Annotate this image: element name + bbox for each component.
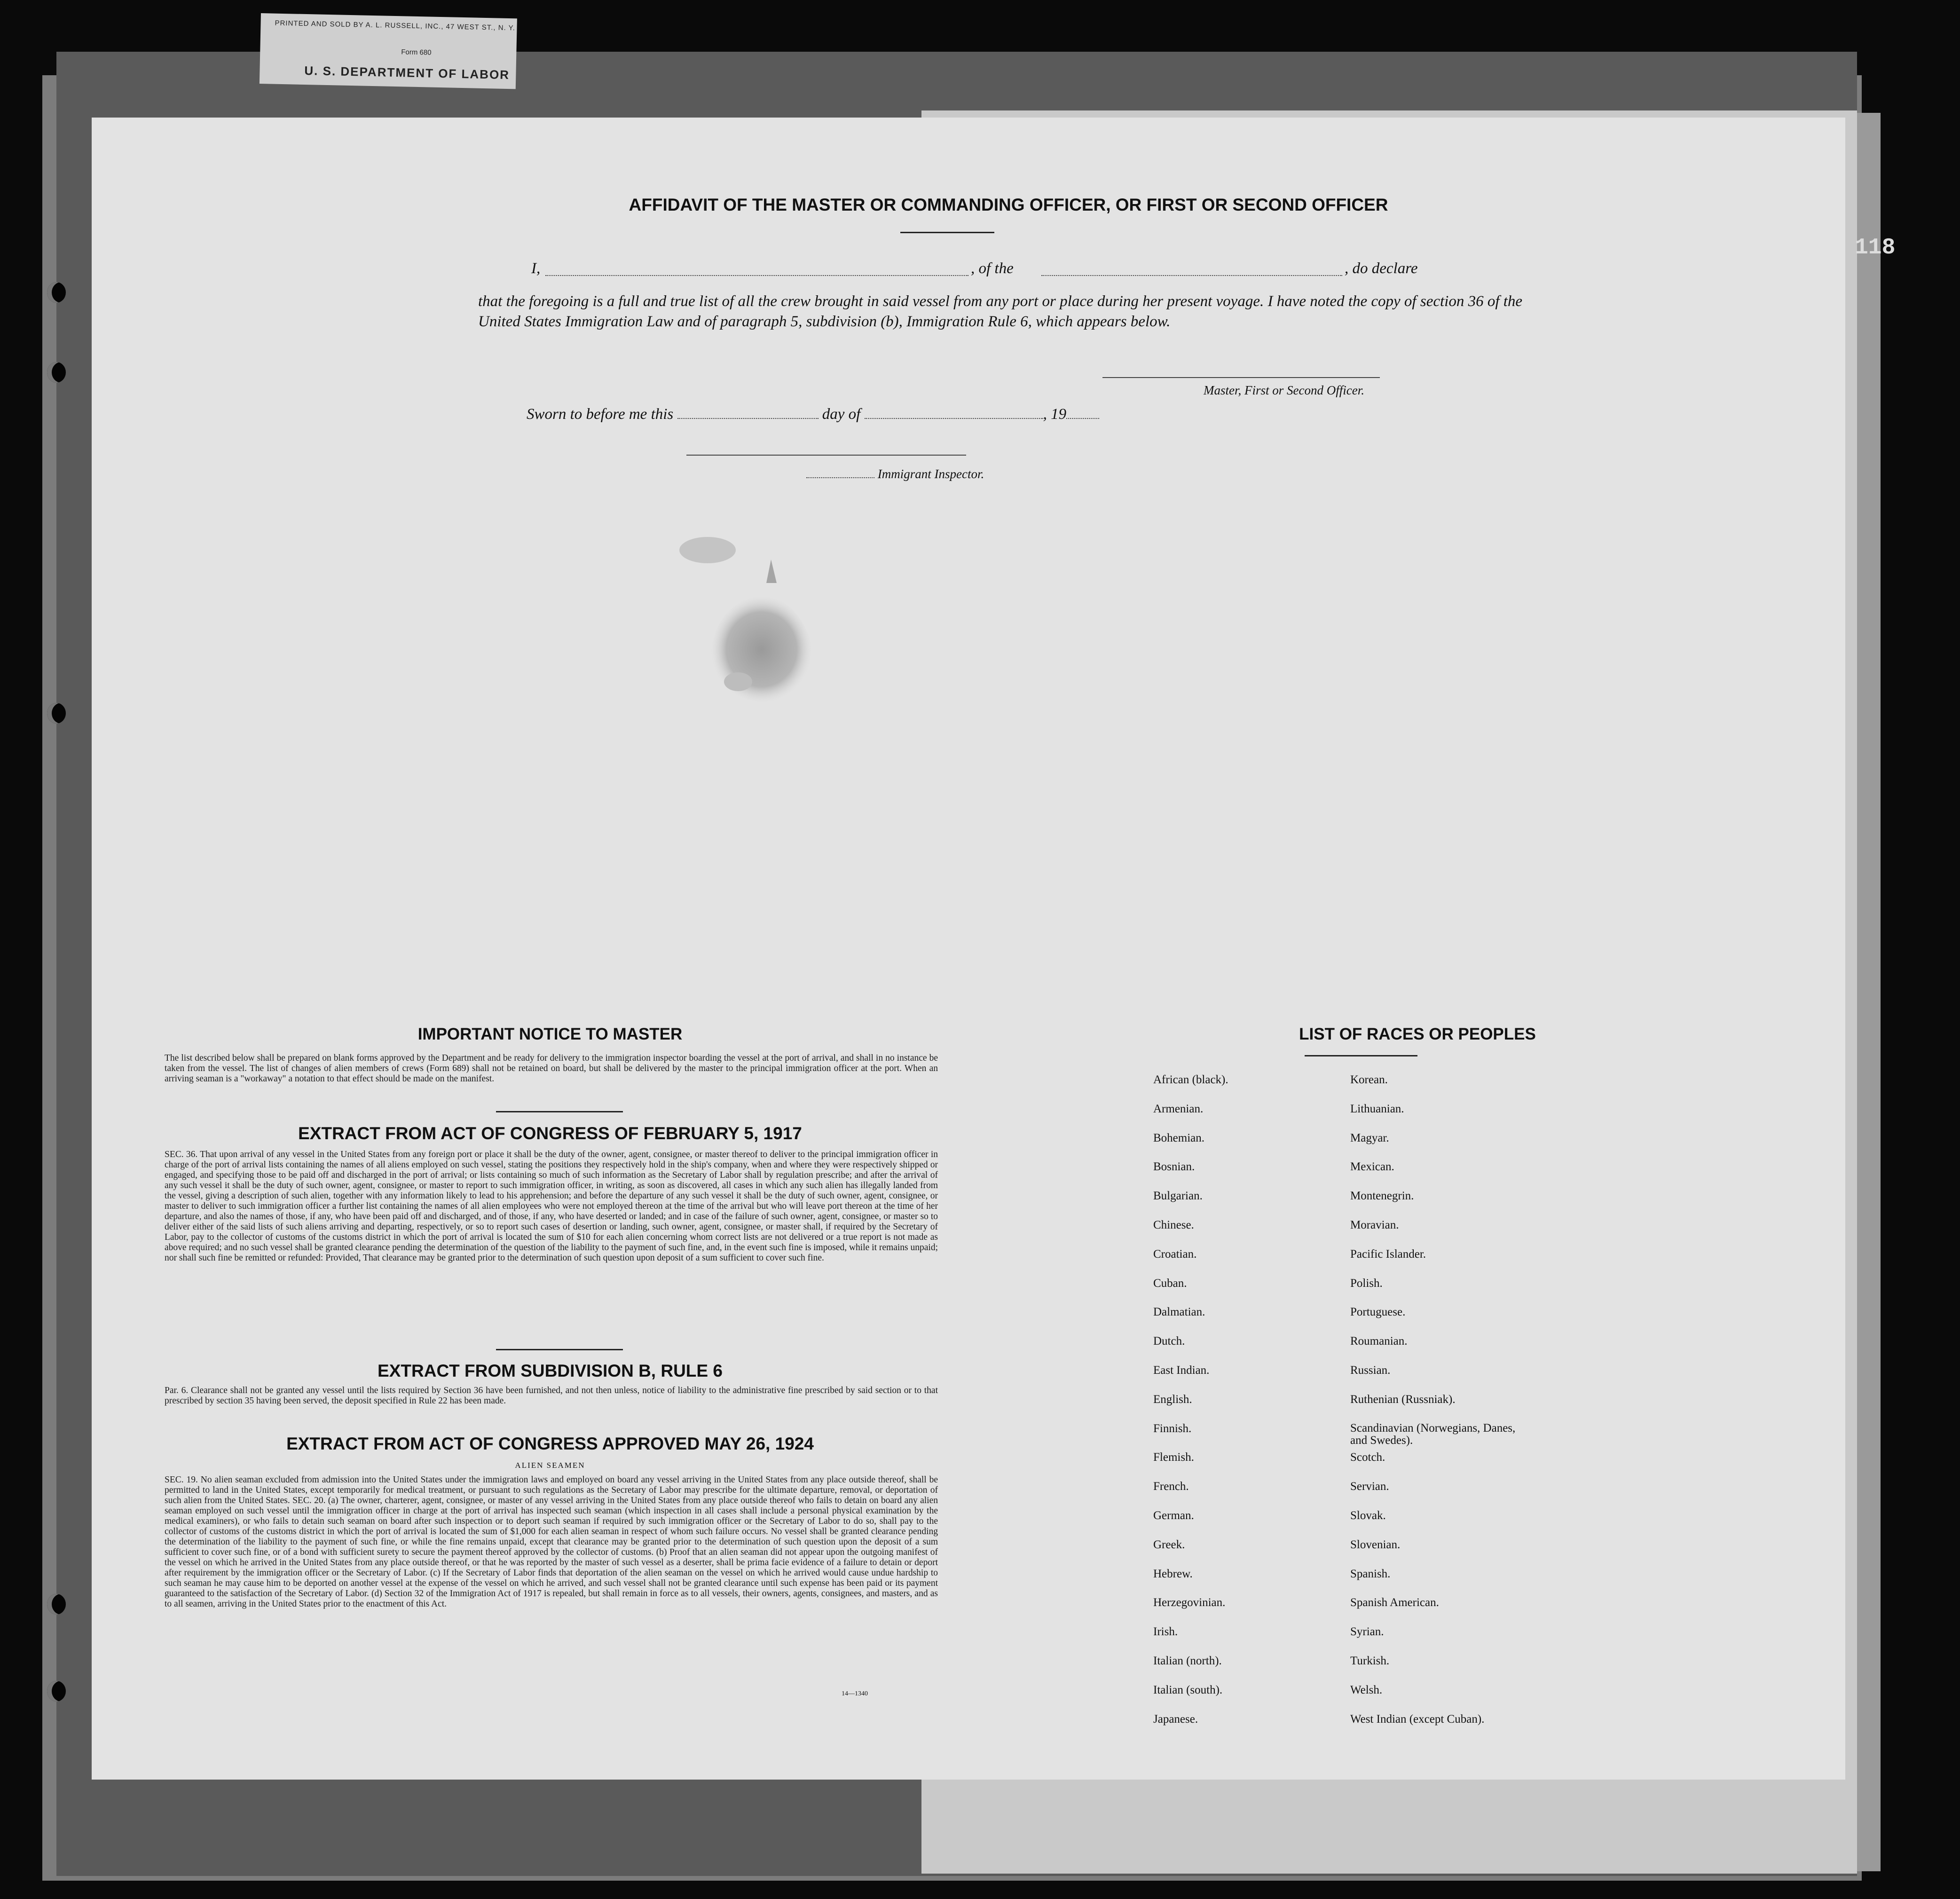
declaration-middle: , of the — [971, 260, 1014, 277]
race-item: Croatian. — [1153, 1247, 1197, 1261]
sworn-row — [527, 406, 1099, 423]
race-item: Finnish. — [1153, 1422, 1192, 1435]
declaration-prefix: I, — [531, 260, 541, 277]
divider — [1305, 1055, 1417, 1056]
extract-1924-heading: EXTRACT FROM ACT OF CONGRESS APPROVED MAY 26, 1924 — [286, 1434, 814, 1453]
race-item: Welsh. — [1350, 1683, 1383, 1696]
notice-text: The list described below shall be prepared on blank forms approved by the Department and be ready for delivery to the immigration inspector boarding the vessel at the port of arrival, and shall in no instance be taken from the vessel. The list of changes of alien members of crews (Form 689) shall not be retained on board, but shall be delivered by the master to the principal immigration officer at the port. When an arriving seaman is a "workaway" a notation to that effect should be made on the manifest. — [165, 1053, 938, 1084]
inspector-row — [806, 467, 984, 481]
notice-heading: IMPORTANT NOTICE TO MASTER — [417, 1025, 683, 1043]
race-item: Slovak. — [1350, 1509, 1386, 1522]
declaration-body: that the foregoing is a full and true list of all the crew brought in said vessel from any port or place during her present voyage. I have noted the copy of section 36 of the United States Immigration Law and of paragraph 5, subdivision (b), Immigration Rule 6, which appears below. — [478, 293, 1523, 330]
punch-hole — [47, 1681, 66, 1702]
race-item: Scandinavian (Norwegians, Danes, and Swedes). — [1350, 1421, 1516, 1447]
race-item: Bulgarian. — [1153, 1190, 1203, 1203]
sworn-month-blank — [865, 418, 1043, 419]
race-item: Italian (north). — [1153, 1655, 1222, 1667]
affidavit-form-page — [92, 118, 1845, 1780]
extract-rule6-heading: EXTRACT FROM SUBDIVISION B, RULE 6 — [378, 1361, 723, 1380]
race-item: Slovenian. — [1350, 1538, 1401, 1551]
race-item: Irish. — [1153, 1625, 1178, 1639]
punch-hole — [47, 362, 66, 383]
form-label: Form 680 — [401, 48, 432, 57]
name-blank — [545, 266, 968, 276]
race-item: Herzegovinian. — [1153, 1596, 1226, 1609]
inspector-signature-line — [686, 455, 966, 456]
race-item: Syrian. — [1350, 1625, 1384, 1639]
punch-hole — [47, 1594, 66, 1615]
race-item: Mexican. — [1350, 1160, 1394, 1174]
page-number: 118 — [1855, 235, 1896, 260]
form-number: 14—1340 — [842, 1690, 868, 1697]
race-item: Portuguese. — [1350, 1306, 1406, 1319]
race-item: Spanish. — [1350, 1567, 1391, 1580]
sworn-date-blank — [677, 418, 819, 419]
punch-hole — [47, 703, 66, 724]
extract-1917-heading: EXTRACT FROM ACT OF CONGRESS OF FEBRUARY 5, 1917 — [298, 1124, 802, 1143]
printer-tab — [260, 13, 517, 89]
race-item: Chinese. — [1153, 1219, 1194, 1231]
race-item: Italian (south). — [1153, 1683, 1223, 1696]
race-item: Cuban. — [1153, 1277, 1187, 1290]
divider — [900, 232, 994, 233]
sworn-year-blank — [1066, 418, 1099, 419]
race-item: Russian. — [1350, 1364, 1391, 1377]
race-item: African (black). — [1153, 1073, 1228, 1086]
race-item: Servian. — [1350, 1480, 1389, 1493]
sworn-day-label: day of — [822, 406, 861, 423]
department-label: U. S. DEPARTMENT OF LABOR — [304, 63, 510, 82]
vessel-blank — [1041, 266, 1342, 276]
race-item: Hebrew. — [1153, 1567, 1193, 1580]
races-heading: LIST OF RACES OR PEOPLES — [1299, 1025, 1536, 1043]
punch-hole — [47, 282, 66, 303]
race-item: Greek. — [1153, 1538, 1185, 1551]
divider — [496, 1111, 623, 1112]
race-item: Pacific Islander. — [1350, 1247, 1426, 1261]
extract-rule6-text: Par. 6. Clearance shall not be granted any vessel until the lists required by Section 36 have been furnished, and not then unless, notice of liability to the administrative fine prescribed by said section or to that prescribed by section 35 having been served, the deposit specified in Rule 22 has been made. — [165, 1386, 938, 1406]
race-item: Lithuanian. — [1350, 1102, 1404, 1115]
race-item: Montenegrin. — [1350, 1190, 1414, 1203]
master-signature-line — [1102, 377, 1380, 378]
race-item: English. — [1153, 1393, 1192, 1406]
race-item: Korean. — [1350, 1073, 1388, 1086]
race-item: French. — [1153, 1480, 1189, 1493]
extract-1924-text: SEC. 19. No alien seaman excluded from admission into the United States under the immigration laws and employed on board any vessel arriving in the United States from any place outside thereof, shall be permitted to land in the United States, except temporarily for medical treatment, or pursuant to such regulations as the Secretary of Labor may prescribe for the ultimate departure, removal, or deportation of such alien from the United States. SEC. 20. (a) The owner, charterer, agent, consignee, or master of any vessel arriving in the United States from any place outside thereof who fails to detain on board any alien seaman employed on such vessel until the immigration officer in charge at the port of arrival has inspected such seaman (which inspection in all cases shall include a personal physical examination by the medical examiners), or who fails to detain such seaman on board after such inspection or to deport such seaman if required by such immigration officer or the Secretary of Labor to do so, shall pay to the collector of customs of the customs district in which the port of arrival is located the sum of $1,000 for each alien seaman in respect of whom such failure occurs. No vessel shall be granted clearance pending the determination of the liability to the payment of such fine, or while the fine remains unpaid, except that clearance may be granted prior to the determination of such question upon the deposit of a sum sufficient to cover such fine, or of a bond with sufficient surety to secure the payment thereof approved by the collector of customs. (b) Proof that an alien seaman did not appear upon the outgoing manifest of the vessel on which he arrived in the United States from any place outside thereof, or that he was reported by the master of such vessel as a deserter, shall be prima facie evidence of a failure to detain or deport after requirement by the immigration officer or the Secretary of Labor. (c) If the Secretary of Labor finds that deportation of the alien seaman on the vessel on which he arrived would cause undue hardship to such seaman he may cause him to be deported on another vessel at the expense of the vessel on which he arrived, and such vessel shall not be granted clearance until such expense has been paid or its payment guaranteed to the satisfaction of the Secretary of Labor. (d) Section 32 of the Immigration Act of 1917 is repealed, but shall remain in force as to all vessels, their owners, agents, consignees, and masters, and as to all seamen, arriving in the United States prior to the enactment of this Act. — [165, 1475, 938, 1609]
race-item: Magyar. — [1350, 1131, 1389, 1144]
race-item: Moravian. — [1350, 1219, 1399, 1231]
extract-1917-text: SEC. 36. That upon arrival of any vessel in the United States from any foreign port or place it shall be the duty of the owner, agent, consignee, or master thereof to deliver to the principal immigration officer in charge of the port of arrival lists containing the names of all aliens employed on such vessel, stating the positions they respectively hold in the ship's company, when and where they were respectively shipped or engaged, and specifying those to be paid off and discharged in the port of arrival; or lists containing so much of such information as the Secretary of Labor shall by regulation prescribe; and after the arrival of any such vessel it shall be the duty of such owner, agent, consignee, or master to report to such immigration officer, in writing, as soon as discovered, all cases in which any such alien has illegally landed from the vessel, giving a description of such alien, together with any information likely to lead to his apprehension; and before the departure of any such vessel it shall be the duty of such owner, agent, consignee, or master to deliver to such immigration officer a further list containing the names of all alien employees who were not employed thereon at the time of the arrival but who will leave port thereon at the time of her departure, and also the names of those, if any, who have been paid off and discharged, and of those, if any, who have deserted or landed; and in case of the failure of such owner, agent, consignee, or master so to deliver either of the said lists of such aliens arriving and departing, respectively, or so to report such cases of desertion or landing, such owner, agent, consignee, or master shall, if required by the Secretary of Labor, pay to the collector of customs of the customs district in which the port of arrival is located the sum of $10 for each alien concerning whom correct lists are not delivered or a true report is not made as above required; and no such vessel shall be granted clearance pending the determination of the question of the liability to the payment of such fine, and, in the event such fine is imposed, while it remains unpaid; nor shall such fine be remitted or refunded: Provided, That clearance may be granted prior to the determination of such question upon deposit of a sum sufficient to cover such fine. — [165, 1150, 938, 1263]
race-item: Polish. — [1350, 1277, 1383, 1290]
sworn-prefix: Sworn to before me this — [527, 406, 674, 423]
race-item: Roumanian. — [1350, 1335, 1408, 1348]
race-item: Japanese. — [1153, 1712, 1198, 1726]
race-item: German. — [1153, 1509, 1194, 1522]
affidavit-title: AFFIDAVIT OF THE MASTER OR COMMANDING OFFICER, OR FIRST OR SECOND OFFICER — [629, 195, 1388, 214]
race-item: West Indian (except Cuban). — [1350, 1712, 1485, 1726]
race-item: Scotch. — [1350, 1451, 1385, 1464]
divider — [496, 1349, 623, 1350]
race-item: Ruthenian (Russniak). — [1350, 1393, 1456, 1406]
race-item: Flemish. — [1153, 1451, 1194, 1464]
race-item: Dalmatian. — [1153, 1306, 1205, 1319]
printer-imprint: PRINTED AND SOLD BY A. L. RUSSELL, INC., 47 WEST ST., N. Y. — [275, 19, 516, 32]
race-item: Bosnian. — [1153, 1160, 1195, 1174]
master-signature-label: Master, First or Second Officer. — [1204, 383, 1364, 397]
inspector-blank — [806, 477, 874, 478]
race-item: Spanish American. — [1350, 1596, 1439, 1609]
race-item: Bohemian. — [1153, 1131, 1205, 1144]
race-item: Turkish. — [1350, 1655, 1390, 1667]
race-item: East Indian. — [1153, 1364, 1210, 1377]
race-item: Dutch. — [1153, 1335, 1185, 1348]
ink-blot — [653, 527, 870, 743]
sworn-year-label: , 19 — [1043, 406, 1067, 423]
inspector-label: Immigrant Inspector. — [877, 467, 984, 481]
alien-seamen-subheading: ALIEN SEAMEN — [515, 1461, 585, 1470]
race-item: Armenian. — [1153, 1102, 1204, 1115]
declaration-suffix: , do declare — [1345, 260, 1418, 277]
